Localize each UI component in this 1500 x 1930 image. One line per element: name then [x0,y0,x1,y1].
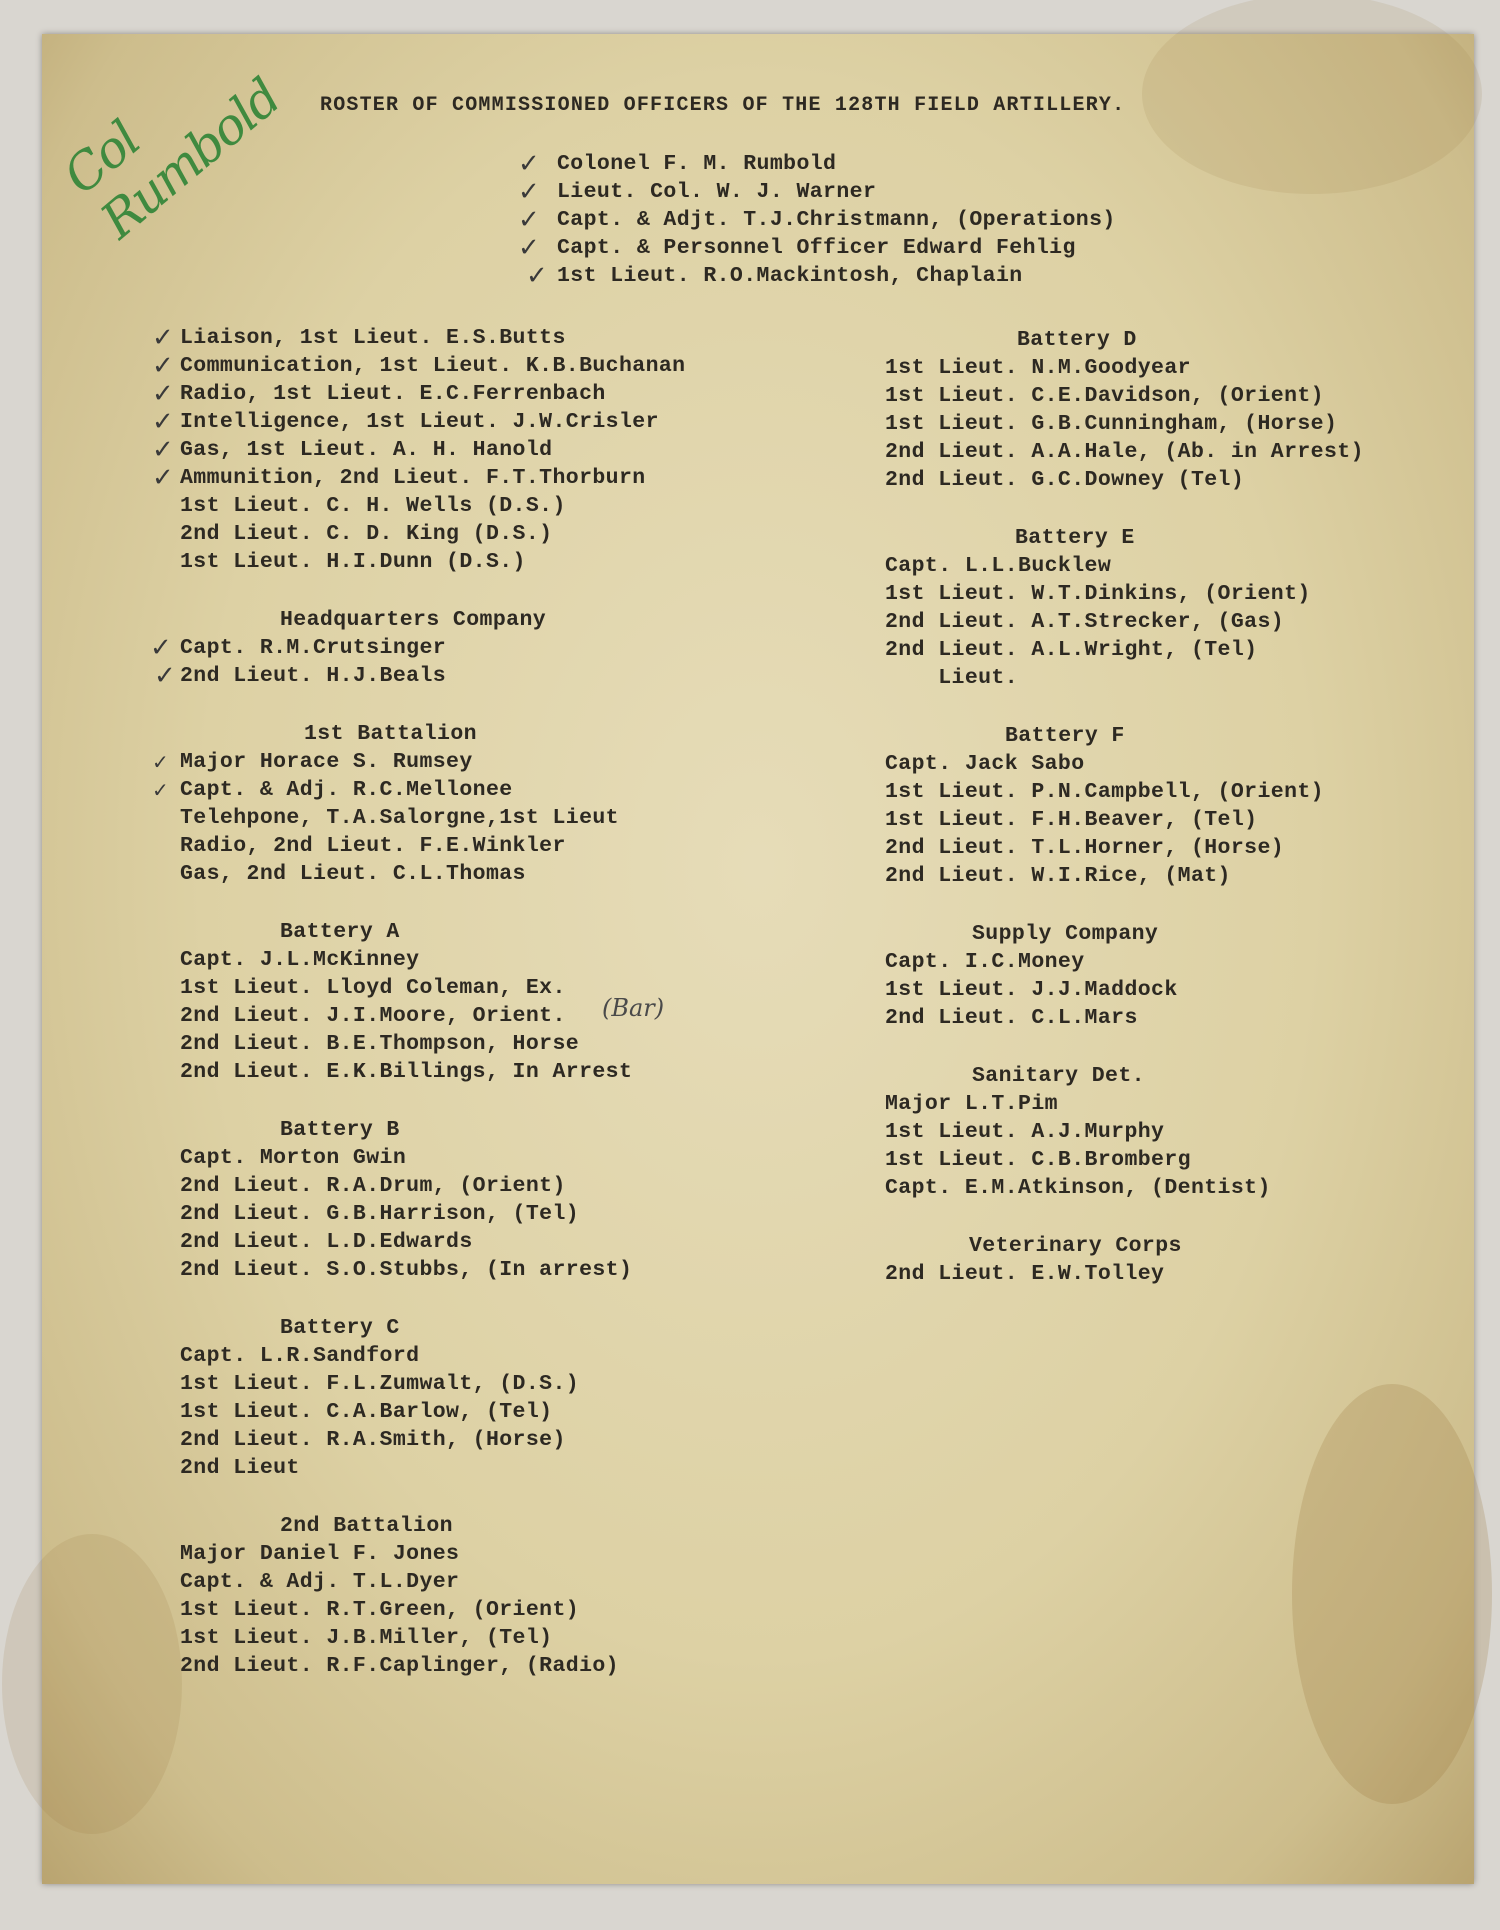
roster-line: 2nd Lieut. R.A.Smith, (Horse) [180,1428,566,1452]
roster-line: 1st Lieut. C.A.Barlow, (Tel) [180,1400,553,1424]
roster-line: 2nd Lieut. E.K.Billings, In Arrest [180,1060,633,1084]
section-heading: Veterinary Corps [969,1234,1182,1258]
roster-line: 1st Lieut. C.B.Bromberg [885,1148,1191,1172]
roster-line: 2nd Lieut. J.I.Moore, Orient. [180,1004,566,1028]
roster-line: Capt. I.C.Money [885,950,1085,974]
roster-line: Ammunition, 2nd Lieut. F.T.Thorburn [180,466,646,490]
roster-line: 2nd Lieut. W.I.Rice, (Mat) [885,864,1231,888]
roster-line: 1st Lieut. A.J.Murphy [885,1120,1165,1144]
staff-line: 1st Lieut. R.O.Mackintosh, Chaplain [557,264,1023,288]
section-heading: Battery D [1017,328,1137,352]
roster-line: 2nd Lieut. E.W.Tolley [885,1262,1165,1286]
margin-note: (Bar) [602,994,665,1022]
check-mark-icon: ✓ [152,750,169,774]
roster-line: Major L.T.Pim [885,1092,1058,1116]
check-mark-icon: ✓ [152,351,174,381]
section-heading: Battery F [1005,724,1125,748]
roster-line: Capt. & Adj. R.C.Mellonee [180,778,513,802]
check-mark-icon: ✓ [518,205,540,235]
roster-line: 2nd Lieut. G.B.Harrison, (Tel) [180,1202,580,1226]
check-mark-icon: ✓ [150,633,172,663]
roster-line: 2nd Lieut. C.L.Mars [885,1006,1138,1030]
roster-line: 1st Lieut. C. H. Wells (D.S.) [180,494,566,518]
roster-line: 2nd Lieut. R.F.Caplinger, (Radio) [180,1654,619,1678]
check-mark-icon: ✓ [152,323,174,353]
roster-line: 2nd Lieut. G.C.Downey (Tel) [885,468,1245,492]
roster-line: 2nd Lieut. T.L.Horner, (Horse) [885,836,1285,860]
roster-line: 1st Lieut. Lloyd Coleman, Ex. [180,976,566,1000]
section-heading: Battery B [280,1118,400,1142]
roster-line: 1st Lieut. G.B.Cunningham, (Horse) [885,412,1338,436]
roster-line: 2nd Lieut. A.L.Wright, (Tel) [885,638,1258,662]
roster-line: 1st Lieut. W.T.Dinkins, (Orient) [885,582,1311,606]
roster-line: Capt. R.M.Crutsinger [180,636,447,660]
check-mark-icon: ✓ [152,463,174,493]
roster-line: Radio, 2nd Lieut. F.E.Winkler [180,834,566,858]
roster-line: 1st Lieut. J.B.Miller, (Tel) [180,1626,553,1650]
roster-line: Intelligence, 1st Lieut. J.W.Crisler [180,410,659,434]
check-mark-icon: ✓ [152,778,169,802]
roster-line: 2nd Lieut. A.T.Strecker, (Gas) [885,610,1285,634]
roster-line: Capt. & Adj. T.L.Dyer [180,1570,460,1594]
roster-line: 1st Lieut. F.L.Zumwalt, (D.S.) [180,1372,580,1396]
roster-line: Capt. Morton Gwin [180,1146,407,1170]
handwritten-annotation: Col Rumbold [52,68,291,250]
staff-line: Capt. & Personnel Officer Edward Fehlig [557,236,1076,260]
roster-line: Radio, 1st Lieut. E.C.Ferrenbach [180,382,606,406]
section-heading: Battery E [1015,526,1135,550]
section-heading: Sanitary Det. [972,1064,1145,1088]
check-mark-icon: ✓ [152,379,174,409]
paper-stain [2,1534,182,1834]
roster-line: 1st Lieut. F.H.Beaver, (Tel) [885,808,1258,832]
check-mark-icon: ✓ [518,177,540,207]
page-title: ROSTER OF COMMISSIONED OFFICERS OF THE 128TH FIELD ARTILLERY. [320,94,1126,117]
section-heading: 2nd Battalion [280,1514,453,1538]
roster-line: Capt. L.L.Bucklew [885,554,1112,578]
roster-line: Communication, 1st Lieut. K.B.Buchanan [180,354,686,378]
staff-line: Lieut. Col. W. J. Warner [557,180,877,204]
paper-stain [1142,0,1482,194]
roster-line: Gas, 2nd Lieut. C.L.Thomas [180,862,526,886]
roster-line: 2nd Lieut. S.O.Stubbs, (In arrest) [180,1258,633,1282]
roster-line: Gas, 1st Lieut. A. H. Hanold [180,438,553,462]
roster-line: Lieut. [885,666,1019,690]
check-mark-icon: ✓ [152,407,174,437]
check-mark-icon: ✓ [154,661,176,691]
roster-line: 1st Lieut. R.T.Green, (Orient) [180,1598,580,1622]
roster-line: 1st Lieut. J.J.Maddock [885,978,1178,1002]
roster-line: 2nd Lieut. L.D.Edwards [180,1230,473,1254]
check-mark-icon: ✓ [518,149,540,179]
roster-line: Capt. L.R.Sandford [180,1344,420,1368]
roster-line: 1st Lieut. N.M.Goodyear [885,356,1191,380]
roster-line: 2nd Lieut. B.E.Thompson, Horse [180,1032,580,1056]
roster-line: Telehpone, T.A.Salorgne,1st Lieut [180,806,619,830]
section-heading: Battery C [280,1316,400,1340]
roster-line: 1st Lieut. H.I.Dunn (D.S.) [180,550,526,574]
roster-line: Capt. J.L.McKinney [180,948,420,972]
roster-line: 2nd Lieut. C. D. King (D.S.) [180,522,553,546]
roster-line: Major Horace S. Rumsey [180,750,473,774]
roster-line: 1st Lieut. P.N.Campbell, (Orient) [885,780,1324,804]
check-mark-icon: ✓ [526,261,548,291]
roster-line: 2nd Lieut. H.J.Beals [180,664,447,688]
roster-line: 2nd Lieut. R.A.Drum, (Orient) [180,1174,566,1198]
section-heading: Battery A [280,920,400,944]
roster-line: Capt. Jack Sabo [885,752,1085,776]
roster-line: 2nd Lieut. A.A.Hale, (Ab. in Arrest) [885,440,1364,464]
roster-line: 1st Lieut. C.E.Davidson, (Orient) [885,384,1324,408]
document-page [42,34,1474,1884]
section-heading: 1st Battalion [304,722,477,746]
roster-line: Capt. E.M.Atkinson, (Dentist) [885,1176,1271,1200]
paper-stain [1292,1384,1492,1804]
check-mark-icon: ✓ [152,435,174,465]
roster-line: Liaison, 1st Lieut. E.S.Butts [180,326,566,350]
check-mark-icon: ✓ [518,233,540,263]
staff-line: Colonel F. M. Rumbold [557,152,837,176]
section-heading: Headquarters Company [280,608,547,632]
roster-line: Major Daniel F. Jones [180,1542,460,1566]
section-heading: Supply Company [972,922,1159,946]
staff-line: Capt. & Adjt. T.J.Christmann, (Operations) [557,208,1116,232]
roster-line: 2nd Lieut [180,1456,300,1480]
